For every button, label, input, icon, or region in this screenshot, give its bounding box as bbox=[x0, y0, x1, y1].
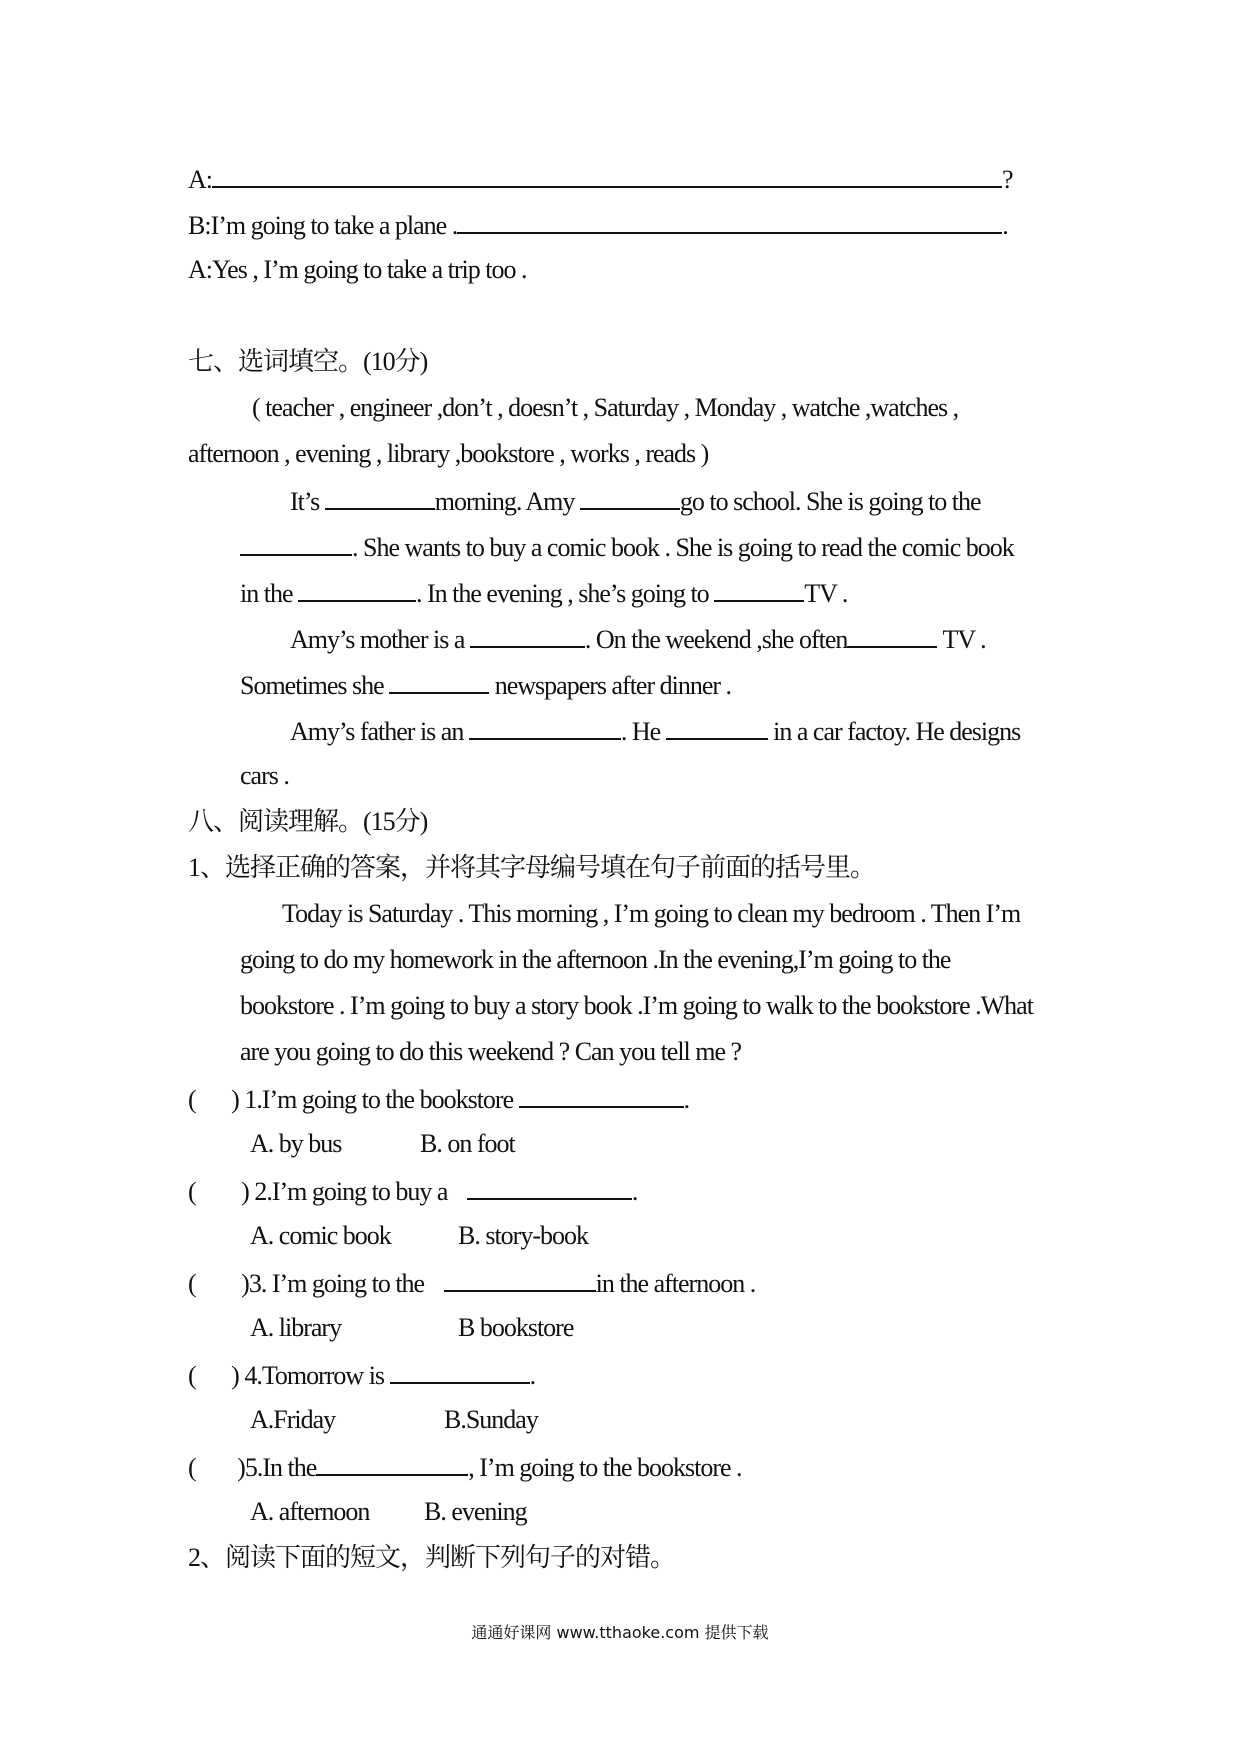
question-options bbox=[250, 1310, 573, 1346]
option-a: A. comic book bbox=[250, 1221, 391, 1250]
word-bank-line-2: afternoon , evening , library ,bookstore , works , reads ) bbox=[188, 439, 709, 468]
answer-paren[interactable]: ( bbox=[188, 1269, 196, 1298]
cloze-line: Amy’s father is an . He in a car factoy. He designs bbox=[290, 712, 1020, 750]
cloze-blank[interactable] bbox=[470, 620, 585, 648]
question-options bbox=[250, 1494, 527, 1530]
question-options bbox=[250, 1218, 588, 1254]
cloze-line: It’s morning. Amy go to school. She is going to the bbox=[290, 482, 981, 520]
question-line: ( ) 1.I’m going to the bookstore . bbox=[188, 1080, 689, 1118]
page-footer: 通通好课网 www.tthaoke.com 提供下载 bbox=[471, 1623, 769, 1642]
option-b: B.Sunday bbox=[444, 1405, 538, 1434]
dialogue-line-a1: A: ? bbox=[188, 160, 1013, 198]
question-blank[interactable] bbox=[519, 1080, 684, 1108]
option-b: B. evening bbox=[424, 1497, 527, 1526]
option-a: A.Friday bbox=[250, 1405, 336, 1434]
cloze-line: . She wants to buy a comic book . She is going to read the comic book bbox=[240, 528, 1014, 566]
cloze-line: in the . In the evening , she’s going to TV . bbox=[240, 574, 847, 612]
question-line: ( )3. I’m going to the in the afternoon . bbox=[188, 1264, 755, 1302]
passage-line: going to do my homework in the afternoon .In the evening,I’m going to the bbox=[240, 945, 951, 974]
dialogue-line-a2: A:Yes , I’m going to take a trip too . bbox=[188, 255, 527, 284]
speaker-a-label: A: bbox=[188, 165, 212, 194]
option-a: A. afternoon bbox=[250, 1497, 370, 1526]
option-b: B. on foot bbox=[420, 1129, 515, 1158]
cloze-line: cars . bbox=[240, 761, 289, 790]
answer-blank[interactable] bbox=[457, 206, 1002, 234]
option-b: B. story-book bbox=[458, 1221, 588, 1250]
part1-instruction: 1、选择正确的答案，并将其字母编号填在句子前面的括号里。 bbox=[188, 853, 876, 882]
question-blank[interactable] bbox=[390, 1356, 530, 1384]
word-bank-line-1: ( teacher , engineer ,don’t , doesn’t , Saturday , Monday , watche ,watches , bbox=[252, 393, 959, 422]
question-blank[interactable] bbox=[316, 1448, 468, 1476]
passage-line: are you going to do this weekend ? Can you tell me ? bbox=[240, 1037, 742, 1066]
answer-paren[interactable]: ( bbox=[188, 1453, 196, 1482]
cloze-blank[interactable] bbox=[580, 482, 680, 510]
cloze-blank[interactable] bbox=[325, 482, 435, 510]
question-options bbox=[250, 1402, 538, 1438]
cloze-blank[interactable] bbox=[714, 574, 804, 602]
cloze-line: Sometimes she newspapers after dinner . bbox=[240, 666, 731, 704]
answer-paren[interactable]: ( bbox=[188, 1085, 196, 1114]
cloze-blank[interactable] bbox=[240, 528, 352, 556]
answer-paren[interactable]: ( bbox=[188, 1177, 196, 1206]
question-line: ( ) 2.I’m going to buy a . bbox=[188, 1172, 637, 1210]
option-a: A. library bbox=[250, 1313, 342, 1342]
section7-heading: 七、选词填空。(10分) bbox=[188, 347, 428, 376]
question-line: ( )5.In the , I’m going to the bookstore . bbox=[188, 1448, 742, 1486]
answer-blank[interactable] bbox=[212, 160, 1002, 188]
option-b: B bookstore bbox=[458, 1313, 574, 1342]
question-options bbox=[250, 1126, 515, 1162]
dialogue-line-b: B:I’m going to take a plane . . bbox=[188, 206, 1008, 244]
cloze-blank[interactable] bbox=[847, 620, 937, 648]
cloze-blank[interactable] bbox=[469, 712, 621, 740]
question-line: ( ) 4.Tomorrow is . bbox=[188, 1356, 535, 1394]
answer-paren[interactable]: ( bbox=[188, 1361, 196, 1390]
passage-line: bookstore . I’m going to buy a story book .I’m going to walk to the bookstore .What bbox=[240, 991, 1033, 1020]
section8-heading: 八、阅读理解。(15分) bbox=[188, 807, 428, 836]
cloze-blank[interactable] bbox=[666, 712, 768, 740]
question-blank[interactable] bbox=[444, 1264, 596, 1292]
passage-line: Today is Saturday . This morning , I’m going to clean my bedroom . Then I’m bbox=[282, 899, 1021, 928]
question-blank[interactable] bbox=[467, 1172, 632, 1200]
cloze-blank[interactable] bbox=[389, 666, 489, 694]
cloze-line: Amy’s mother is a . On the weekend ,she often TV . bbox=[290, 620, 986, 658]
part2-instruction: 2、阅读下面的短文，判断下列句子的对错。 bbox=[188, 1543, 676, 1572]
cloze-blank[interactable] bbox=[298, 574, 416, 602]
option-a: A. by bus bbox=[250, 1129, 342, 1158]
